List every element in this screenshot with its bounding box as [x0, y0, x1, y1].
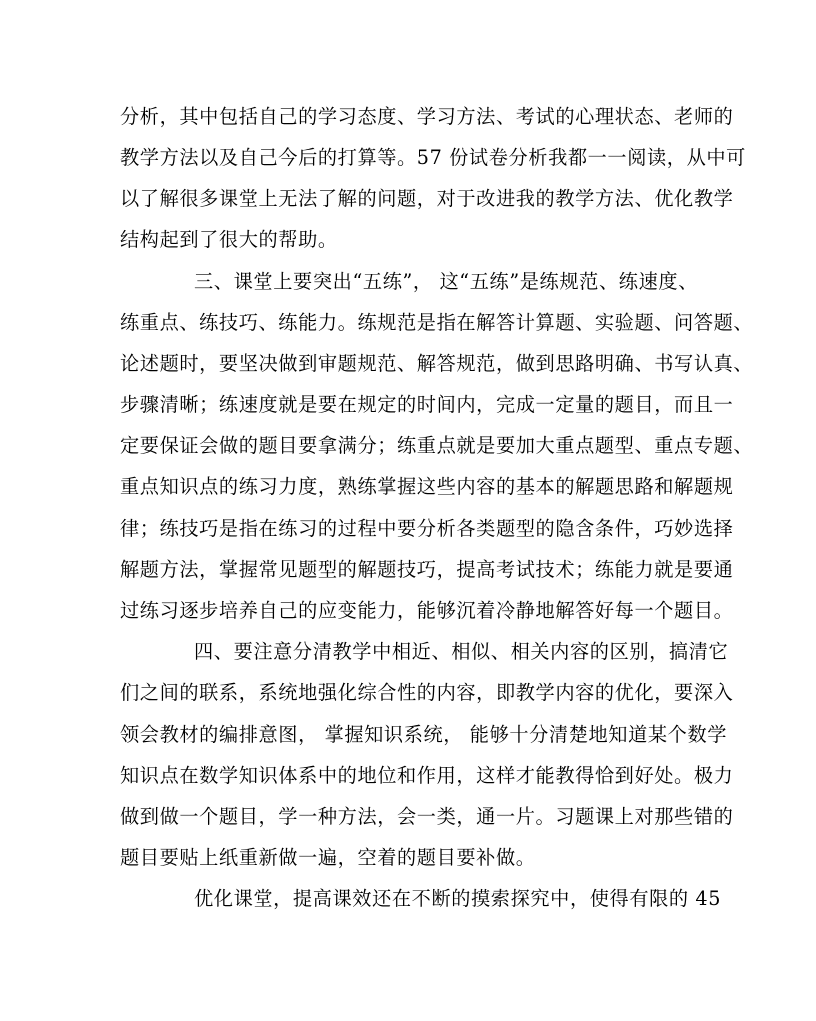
- paragraph-start-line: 三、课堂上要突出“五练”， 这“五练”是练规范、练速度、: [194, 270, 698, 293]
- text-line: 领会教材的编排意图， 掌握知识系统， 能够十分清楚地知道某个数学: [120, 723, 728, 746]
- text-line: 论述题时，要坚决做到审题规范、解答规范，做到思路明确、书写认真、: [120, 352, 754, 375]
- paragraph-start-line: 四、要注意分清教学中相近、相似、相关内容的区别，搞清它: [194, 640, 729, 663]
- text-line: 步骤清晰；练速度就是要在规定的时间内，完成一定量的题目，而且一: [120, 393, 734, 416]
- text-line: 重点知识点的练习力度，熟练掌握这些内容的基本的解题思路和解题规: [120, 475, 734, 498]
- text-line: 练重点、练技巧、练能力。练规范是指在解答计算题、实验题、问答题、: [120, 311, 754, 334]
- text-line: 做到做一个题目，学一种方法，会一类，通一片。习题课上对那些错的: [120, 805, 734, 828]
- text-line: 分析，其中包括自己的学习态度、学习方法、考试的心理状态、老师的: [120, 105, 734, 128]
- text-line: 过练习逐步培养自己的应变能力，能够沉着冷静地解答好每一个题目。: [120, 599, 734, 622]
- text-line: 定要保证会做的题目要拿满分；练重点就是要加大重点题型、重点专题、: [120, 434, 754, 457]
- text-line: 结构起到了很大的帮助。: [120, 228, 338, 251]
- text-line: 知识点在数学知识体系中的地位和作用，这样才能教得恰到好处。极力: [120, 764, 734, 787]
- text-line: 律；练技巧是指在练习的过程中要分析各类题型的隐含条件，巧妙选择: [120, 517, 734, 540]
- text-line: 教学方法以及自己今后的打算等。57 份试卷分析我都一一阅读，从中可: [120, 146, 746, 169]
- paragraph-start-line: 优化课堂，提高课效还在不断的摸索探究中，使得有限的 45: [194, 887, 722, 910]
- text-line: 解题方法，掌握常见题型的解题技巧，提高考试技术；练能力就是要通: [120, 558, 734, 581]
- text-line: 题目要贴上纸重新做一遍，空着的题目要补做。: [120, 846, 536, 869]
- text-line: 以了解很多课堂上无法了解的问题，对于改进我的教学方法、优化教学: [120, 187, 734, 210]
- text-line: 们之间的联系，系统地强化综合性的内容，即教学内容的优化，要深入: [120, 681, 734, 704]
